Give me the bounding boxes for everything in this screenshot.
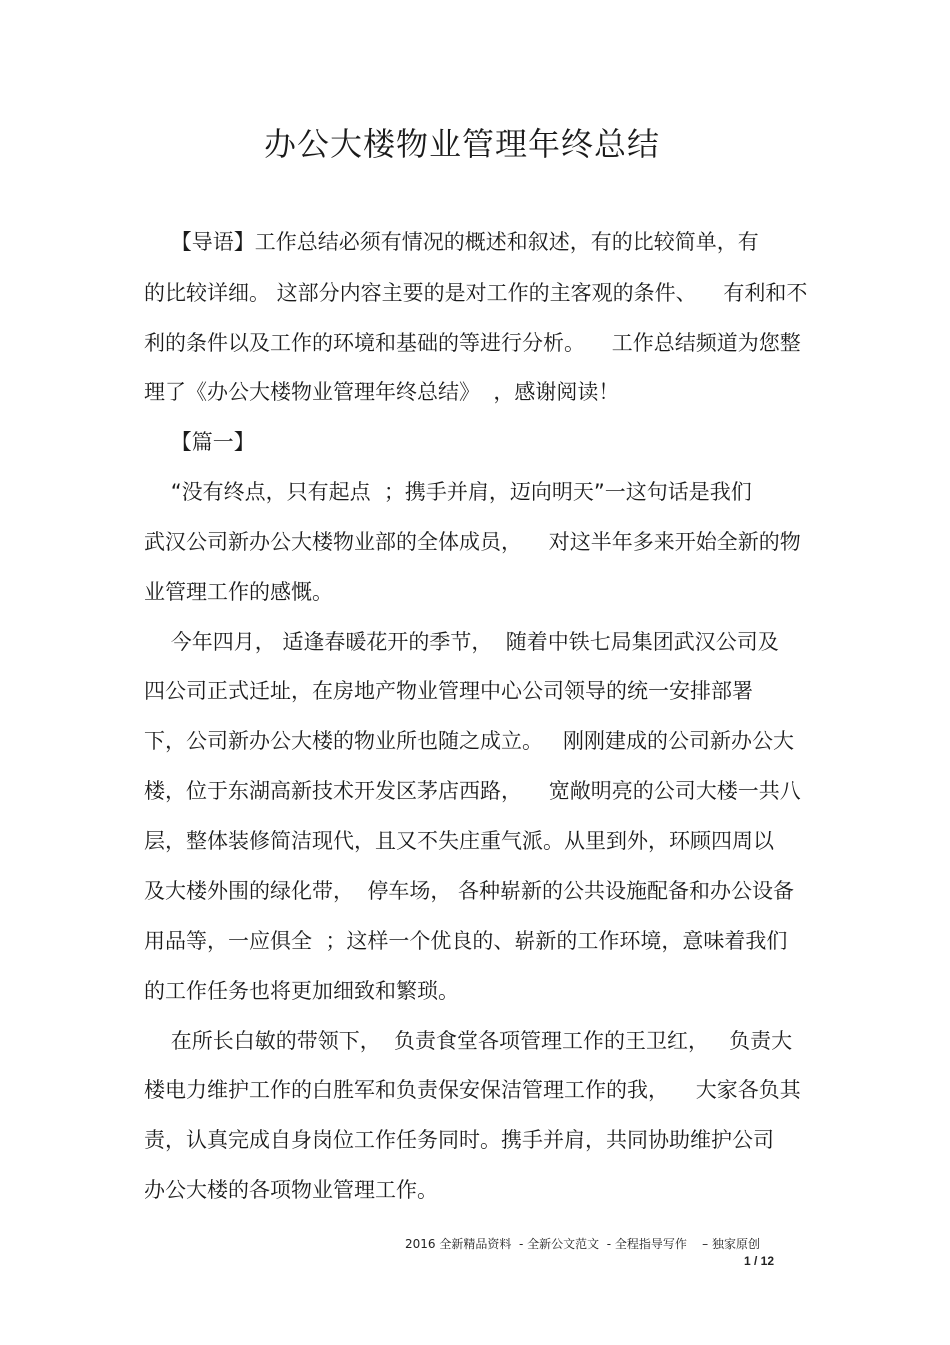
body-line: 四公司正式迁址，在房地产物业管理中心公司领导的统一安排部署 (144, 679, 753, 703)
body-line: 楼，位于东湖高新技术开发区茅店西路， 宽敞明亮的公司大楼一共八 (144, 779, 801, 803)
section-heading: 【篇一】 (144, 430, 255, 454)
body-line: 用品等，一应俱全 ；这样一个优良的、崭新的工作环境，意味着我们 (144, 929, 788, 953)
body-line: 的工作任务也将更加细致和繁琐。 (144, 979, 459, 1003)
body-line: 下，公司新办公大楼的物业所也随之成立。 刚刚建成的公司新办公大 (144, 729, 795, 753)
body-line: 武汉公司新办公大楼物业部的全体成员， 对这半年多来开始全新的物 (144, 530, 801, 554)
body-line: 今年四月， 适逢春暖花开的季节， 随着中铁七局集团武汉公司及 (144, 630, 779, 654)
body-line: 【导语】工作总结必须有情况的概述和叙述，有的比较简单，有 (144, 230, 759, 254)
body-line: 业管理工作的感慨。 (144, 580, 333, 604)
body-line: 层，整体装修简洁现代，且又不失庄重气派。从里到外，环顾四周以 (144, 829, 774, 853)
page-number: 1 / 12 (744, 1254, 775, 1268)
body-line: 的比较详细。 这部分内容主要的是对工作的主客观的条件、 有利和不 (144, 281, 808, 305)
body-line: 责，认真完成自身岗位工作任务同时。携手并肩，共同协助维护公司 (144, 1128, 774, 1152)
body-line: “没有终点，只有起点 ；携手并肩，迈向明天”一这句话是我们 (144, 480, 752, 504)
body-line: 在所长白敏的带领下， 负责食堂各项管理工作的王卫红， 负责大 (144, 1029, 793, 1053)
body-line: 理了《办公大楼物业管理年终总结》 ，感谢阅读！ (144, 380, 620, 404)
footer-note: 2016 全新精品资料 - 全新公文范文 - 全程指导写作 – 独家原创 (405, 1237, 760, 1251)
page-title: 办公大楼物业管理年终总结 (263, 125, 660, 163)
body-line: 楼电力维护工作的白胜军和负责保安保洁管理工作的我， 大家各负其 (144, 1078, 801, 1102)
body-line: 办公大楼的各项物业管理工作。 (144, 1178, 438, 1202)
body-line: 及大楼外围的绿化带， 停车场， 各种崭新的公共设施配备和办公设备 (144, 879, 795, 903)
body-line: 利的条件以及工作的环境和基础的等进行分析。 工作总结频道为您整 (144, 331, 801, 355)
